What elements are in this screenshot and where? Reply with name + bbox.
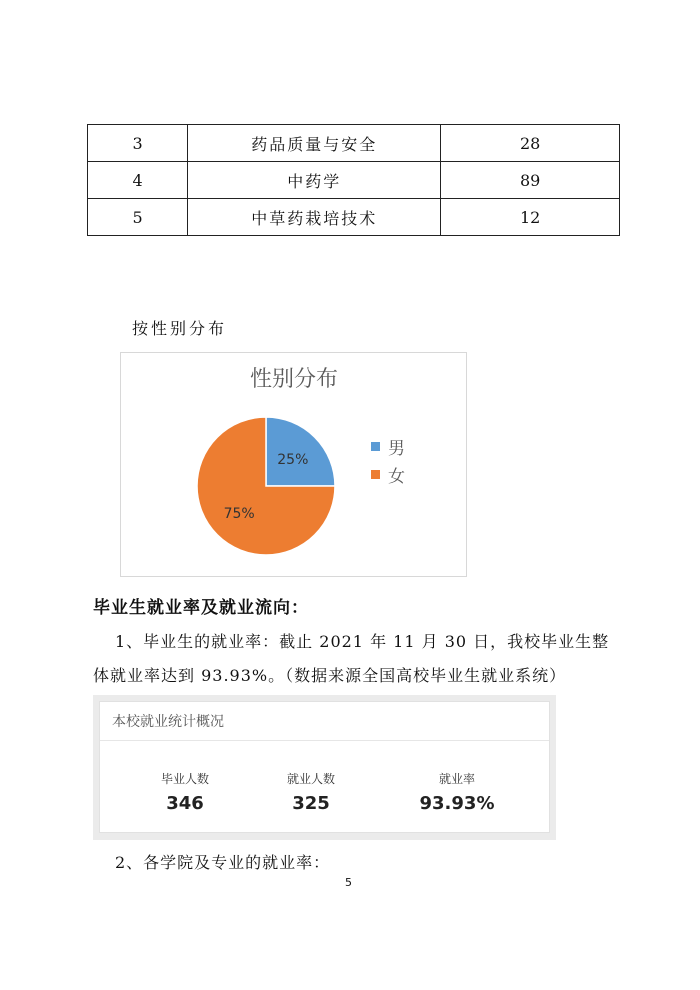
employed-value: 325 (292, 793, 330, 814)
employment-paragraph (93, 625, 609, 693)
stats-title: 本校就业统计概况 (112, 714, 224, 730)
row-number: 4 (88, 162, 188, 199)
chart-title: 性别分布 (249, 367, 339, 392)
graduates-label: 毕业人数 (160, 772, 210, 786)
table-row (88, 162, 620, 199)
employment-heading: 毕业生就业率及就业流向： (93, 598, 309, 618)
row-number: 5 (88, 199, 188, 236)
student-count: 89 (441, 162, 620, 199)
stats-panel (99, 701, 550, 833)
table-row (88, 125, 620, 162)
gender-pie-chart (120, 352, 467, 577)
legend-label-0: 男 (388, 439, 405, 459)
pie-data-label-0: 25% (277, 452, 309, 469)
pie-chart-canvas (121, 353, 468, 578)
gender-section-title: 按性别分布 (132, 319, 228, 338)
paragraph-line: 体就业率达到 93.93%。（数据来源全国高校毕业生就业系统） (93, 666, 567, 685)
major-name: 药品质量与安全 (188, 125, 441, 162)
major-name: 中草药栽培技术 (188, 199, 441, 236)
student-count: 28 (441, 125, 620, 162)
row-number: 3 (88, 125, 188, 162)
college-employment-paragraph: 2、各学院及专业的就业率： (115, 853, 331, 872)
major-table (87, 124, 620, 236)
legend-label-1: 女 (388, 467, 405, 487)
divider (100, 740, 549, 741)
major-name: 中药学 (188, 162, 441, 199)
table-row (88, 199, 620, 236)
employment-rate-value: 93.93% (419, 793, 495, 814)
legend-swatch-1 (371, 470, 380, 479)
employed-label: 就业人数 (286, 772, 336, 786)
paragraph-line: 1、毕业生的就业率：截止 2021 年 11 月 30 日，我校毕业生整 (115, 632, 610, 651)
student-count: 12 (441, 199, 620, 236)
employment-rate-label: 就业率 (438, 772, 476, 786)
legend-swatch-0 (371, 442, 380, 451)
pie-data-label-1: 75% (223, 505, 255, 522)
employment-stats-card (93, 695, 556, 840)
page-number: 5 (345, 876, 352, 889)
graduates-value: 346 (166, 793, 204, 814)
